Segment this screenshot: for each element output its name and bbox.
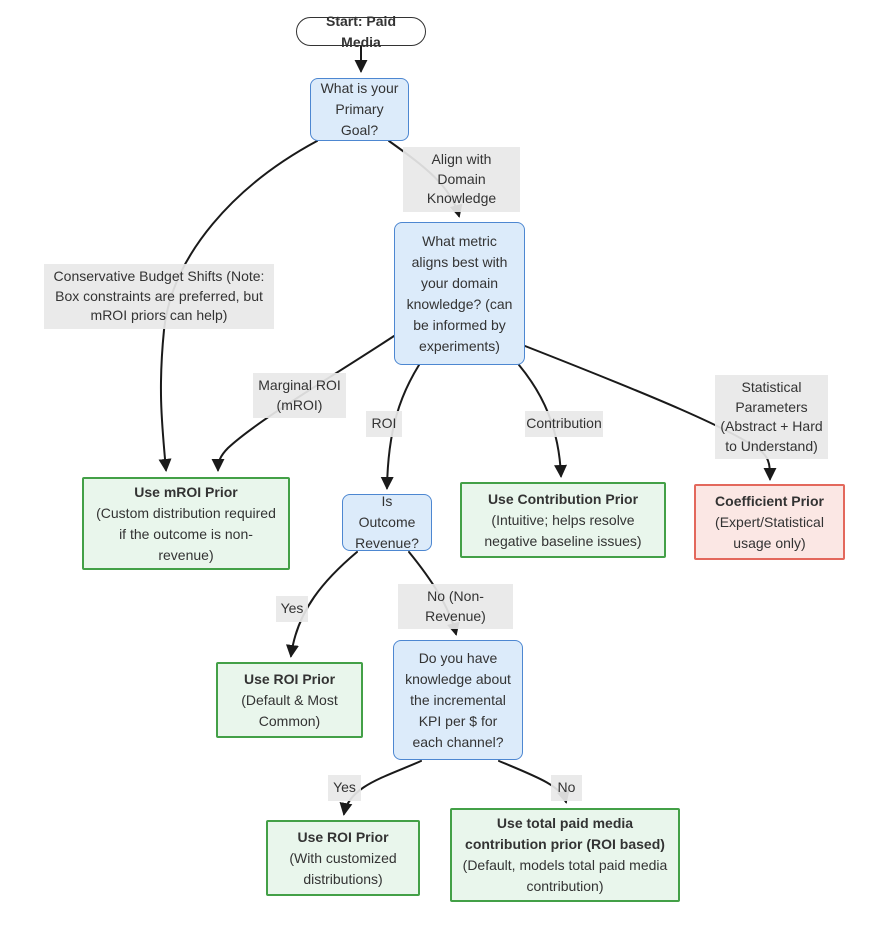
node-use-contribution-prior-subtitle: (Intuitive; helps resolve negative baseline issues): [484, 511, 642, 549]
node-coefficient-prior: [694, 484, 845, 560]
node-start-label: Start: Paid Media: [325, 12, 396, 50]
node-use-mroi-prior-subtitle: (Custom distribution required if the outcome is non-revenue): [96, 504, 276, 563]
node-use-total-paid-media-subtitle: (Default, models total paid media contribution): [462, 857, 668, 894]
edge-label-marginal-roi: Marginal ROI (mROI): [253, 373, 346, 418]
node-use-contribution-prior-title: Use Contribution Prior: [487, 490, 639, 507]
node-use-mroi-prior: [82, 477, 290, 570]
node-use-roi-prior-custom-subtitle: (With customized distributions): [289, 849, 397, 887]
node-use-total-paid-media-title: Use total paid media contribution prior (ROI based): [465, 815, 665, 852]
node-kpi-question-label: Do you have knowledge about the incremental KPI per $ for each channel?: [405, 649, 511, 750]
node-is-outcome-revenue-label: Is Outcome Revenue?: [355, 493, 419, 551]
edge-label-no-non-revenue: No (Non-Revenue): [398, 584, 513, 629]
edge-label-yes-kpi: Yes: [328, 775, 361, 801]
node-metric-question-label: What metric aligns best with your domain knowledge? (can be informed by experiments): [406, 232, 513, 354]
node-coefficient-prior-title: Coefficient Prior: [715, 492, 824, 509]
node-use-mroi-prior-title: Use mROI Prior: [134, 483, 238, 500]
node-primary-goal: [310, 78, 409, 141]
node-use-total-paid-media: [450, 808, 680, 902]
node-is-outcome-revenue: [342, 494, 432, 551]
node-metric-question: [394, 222, 525, 365]
node-use-roi-prior-default: [216, 662, 363, 738]
node-start: [296, 12, 426, 50]
edge-label-roi: ROI: [366, 411, 402, 437]
edge-label-no-kpi: No: [551, 775, 582, 801]
node-use-roi-prior-custom-title: Use ROI Prior: [297, 828, 389, 845]
node-kpi-question: [393, 640, 523, 760]
node-use-roi-prior-default-subtitle: (Default & Most Common): [241, 691, 338, 729]
edge-label-conservative-budget: Conservative Budget Shifts (Note: Box constraints are preferred, but mROI priors can help): [44, 264, 274, 329]
edge-label-yes-revenue: Yes: [276, 596, 308, 622]
edge-label-align-domain: Align with Domain Knowledge: [403, 147, 520, 212]
node-use-contribution-prior: [460, 482, 666, 558]
node-primary-goal-label: What is your Primary Goal?: [320, 80, 399, 138]
node-coefficient-prior-subtitle: (Expert/Statistical usage only): [715, 513, 824, 551]
node-use-roi-prior-default-title: Use ROI Prior: [243, 670, 336, 687]
edge-label-statistical-parameters: Statistical Parameters (Abstract + Hard to Understand): [715, 375, 828, 459]
node-use-roi-prior-custom: [266, 820, 420, 896]
edge-label-contribution: Contribution: [525, 411, 603, 437]
